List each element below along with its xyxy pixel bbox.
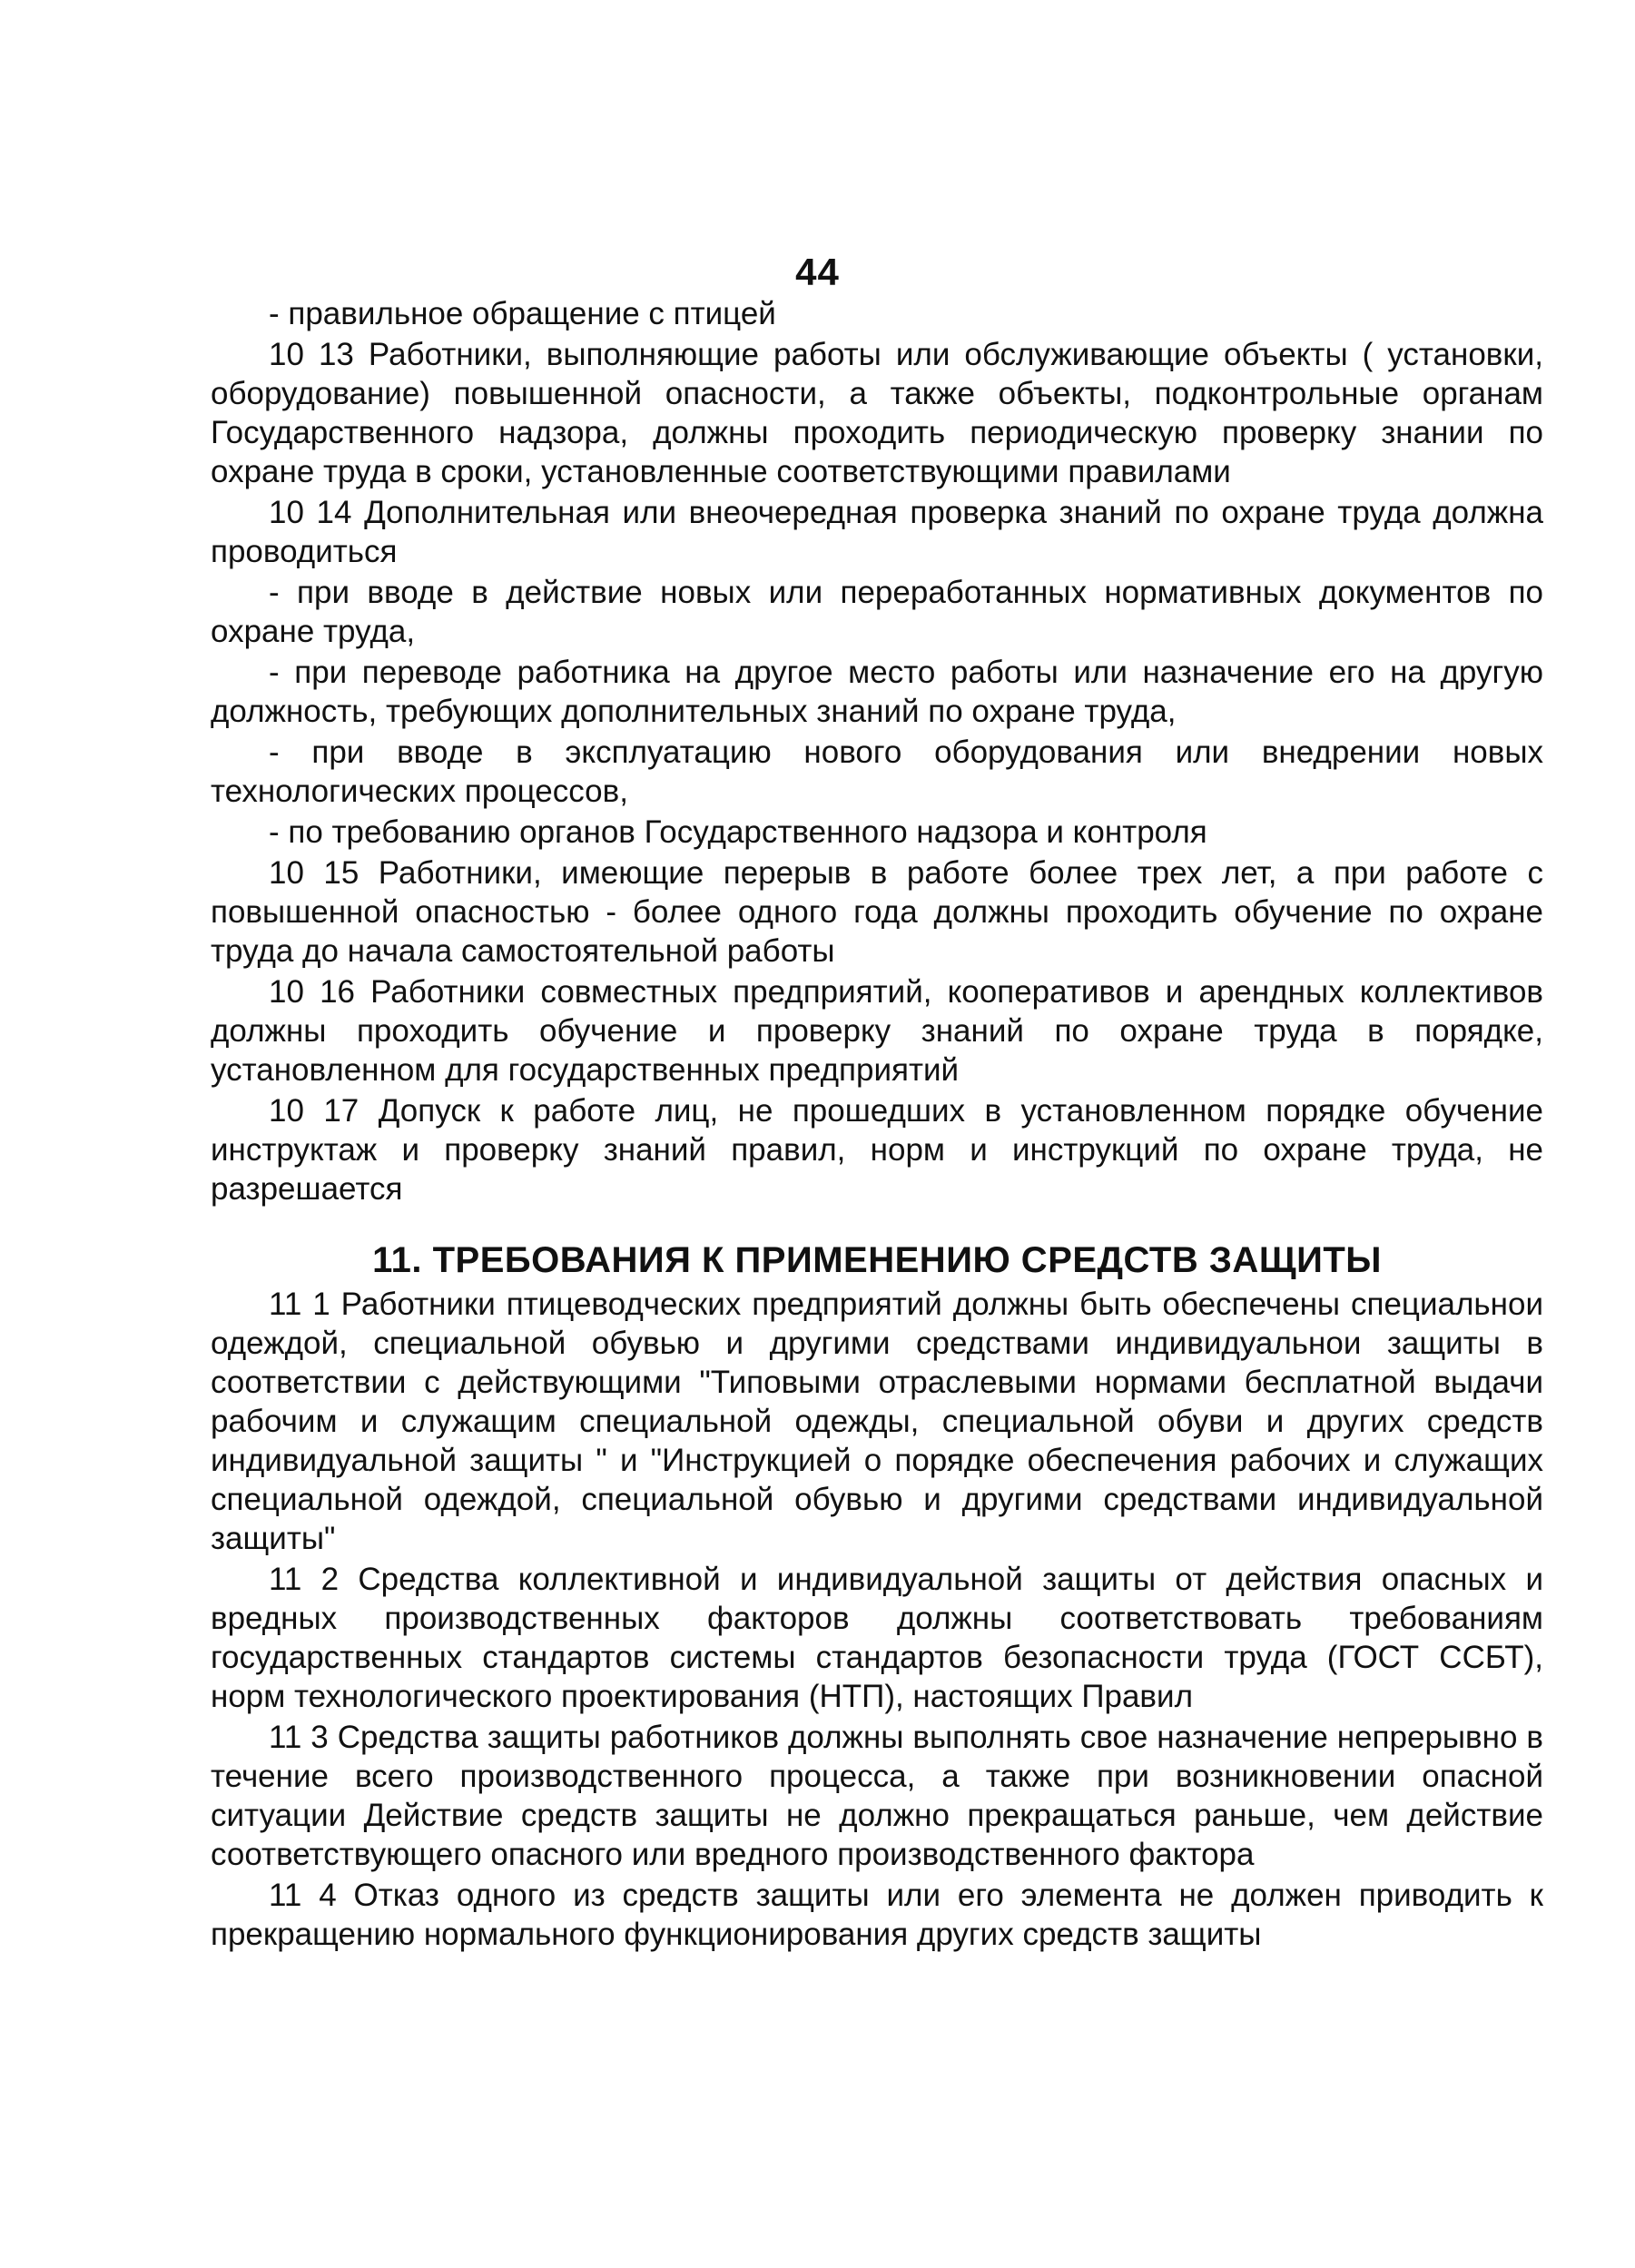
list-item-new-equipment: - при вводе в эксплуатацию нового оборудования или внедрении новых технологических процессов, xyxy=(211,735,1543,809)
paragraph-10-17: 10 17 Допуск к работе лиц, не прошедших в установленном порядке обучение инструктаж и проверку знаний правил, норм и инструкций по охране труда, не разрешается xyxy=(211,1093,1543,1207)
list-item-supervision-request: - по требованию органов Государственного надзора и контроля xyxy=(269,814,1207,850)
paragraph-11-3: 11 3 Средства защиты работников должны выполнять свое назначение непрерывно в течение всего производственного процесса, а также при возникновении опасной ситуации Действие средств защиты не должно прекращаться раньше, чем действие соответствующего опасного или вредного производственного фактора xyxy=(211,1720,1543,1872)
list-item-job-transfer: - при переводе работника на другое место работы или назначение его на другую должность, требующих дополнительных знаний по охране труда, xyxy=(211,655,1543,729)
paragraph-11-2: 11 2 Средства коллективной и индивидуальной защиты от действия опасных и вредных производственных факторов должны соответствовать требованиям государственных стандартов системы стандартов безопасности труда (ГОСТ ССБТ), норм технологического проектирования (НТП), настоящих Правил xyxy=(211,1562,1543,1714)
page-number: 44 xyxy=(795,251,840,293)
paragraph-10-15: 10 15 Работники, имеющие перерыв в работе более трех лет, а при работе с повышенной опасностью - более одного года должны проходить обучение по охране труда до начала самостоятельной работы xyxy=(211,855,1543,969)
paragraph-10-16: 10 16 Работники совместных предприятий, кооперативов и арендных коллективов должны проходить обучение и проверку знаний по охране труда в порядке, установленном для государственных предприятий xyxy=(211,974,1543,1088)
document-body xyxy=(211,294,1543,1956)
paragraph-11-1: 11 1 Работники птицеводческих предприятий должны быть обеспечены специальнои одеждой, специальной обувью и другими средствами индивидуальнои защиты в соответствии с действующими "Типовыми отраслевыми нормами бесплатной выдачи рабочим и служащим специальной одежды, специальной обуви и других средств индивидуальной защиты " и "Инструкцией о порядке обеспечения рабочих и служащих специальной одеждой, специальной обувью и другими средствами индивидуальной защиты" xyxy=(211,1287,1543,1556)
paragraph-10-14: 10 14 Дополнительная или внеочередная проверка знаний по охране труда должна проводиться xyxy=(211,495,1543,569)
paragraph-bird-handling: - правильное обращение с птицей xyxy=(269,296,776,331)
section-title-11: 11. ТРЕБОВАНИЯ К ПРИМЕНЕНИЮ СРЕДСТВ ЗАЩИТЫ xyxy=(372,1240,1382,1280)
paragraph-10-13: 10 13 Работники, выполняющие работы или обслуживающие объекты ( установки, оборудование) повышенной опасности, а также объекты, подконтрольные органам Государственного надзора, должны проходить периодическую проверку знании по охране труда в сроки, установленные соответствующими правилами xyxy=(211,337,1543,489)
list-item-new-documents: - при вводе в действие новых или переработанных нормативных документов по охране труда, xyxy=(211,575,1543,649)
paragraph-11-4: 11 4 Отказ одного из средств защиты или его элемента не должен приводить к прекращению нормального функционирования других средств защиты xyxy=(211,1878,1543,1952)
